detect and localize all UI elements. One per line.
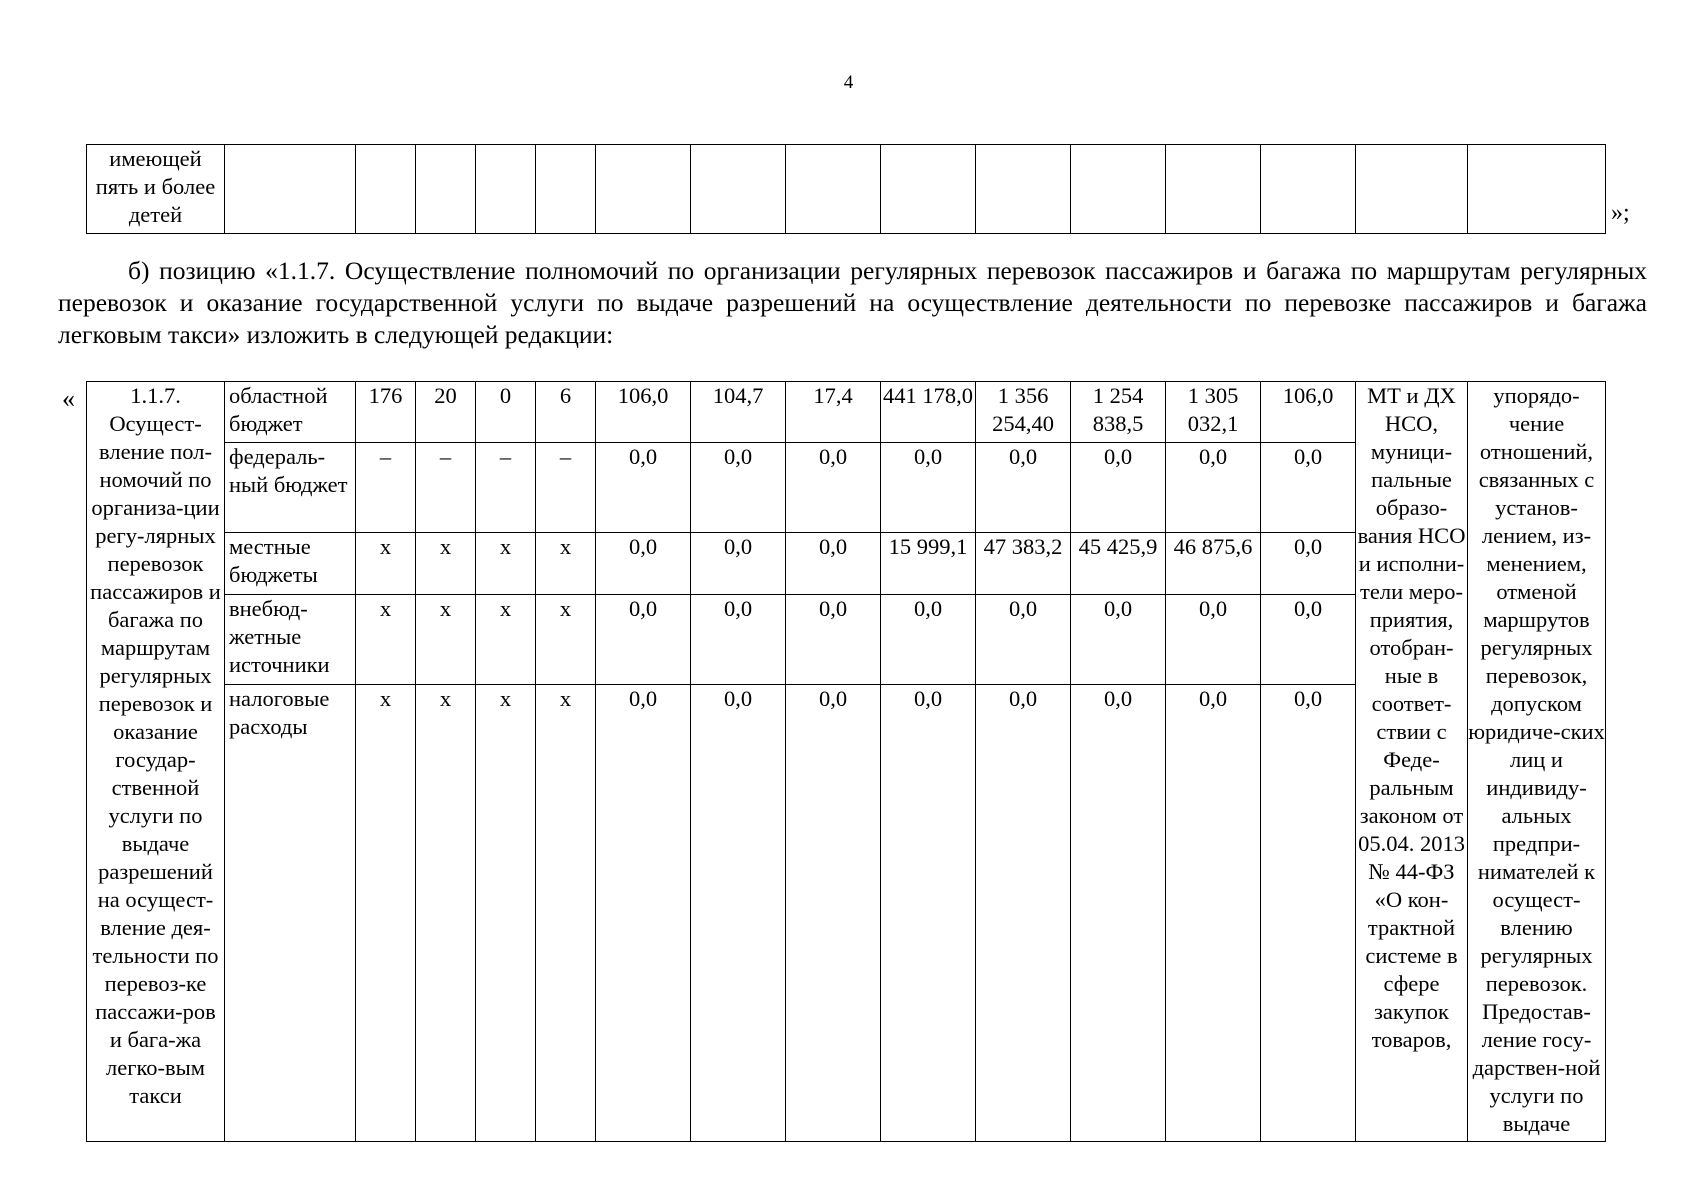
funding-source: местные бюджеты — [225, 533, 356, 595]
value-cell: 0,0 — [691, 685, 786, 1142]
value-cell: 0,0 — [1166, 595, 1261, 685]
value-cell: 45 425,9 — [1071, 533, 1166, 595]
value-cell: 47 383,2 — [976, 533, 1071, 595]
value-cell: x — [416, 685, 476, 1142]
item-name-cell: 1.1.7. Осущест-вление пол-номочий по организа-ции регу-лярных перевозок пассажиров и багажа по маршрутам регулярных перевозок и оказание государ-ственной услуги по выдаче разрешений на осущест-вление дея-тельности по перевоз-ке пассажи-ров и бага-жа легко-вым такси — [87, 382, 225, 1142]
value-cell: x — [536, 595, 596, 685]
value-cell: 0,0 — [881, 685, 976, 1142]
value-cell: x — [356, 595, 416, 685]
opening-quote: « — [62, 384, 75, 413]
value-cell: 0,0 — [1071, 443, 1166, 533]
value-cell: 0,0 — [881, 595, 976, 685]
value-cell: x — [476, 533, 536, 595]
closing-quote: »; — [1611, 200, 1630, 226]
value-cell: 0,0 — [1166, 443, 1261, 533]
value-cell: 1 356 254,40 — [976, 382, 1071, 443]
value-cell: 17,4 — [786, 382, 881, 443]
value-cell: 1 254 838,5 — [1071, 382, 1166, 443]
value-cell: – — [416, 443, 476, 533]
value-cell: 106,0 — [596, 382, 691, 443]
funding-source: внебюд-жетные источники — [225, 595, 356, 685]
value-cell: 0,0 — [691, 443, 786, 533]
value-cell: 441 178,0 — [881, 382, 976, 443]
value-cell: 0,0 — [976, 595, 1071, 685]
value-cell: x — [416, 595, 476, 685]
value-cell: 46 875,6 — [1166, 533, 1261, 595]
executors-cell: МТ и ДХ НСО, муници-пальные образо-вания НСО и исполни-тели меро-приятия, отобран-ные в соответ-ствии с Феде-ральным законом от 05.04. 2013 № 44-ФЗ «О кон-трактной системе в сфере закупок товаров, — [1356, 382, 1468, 1142]
funding-source: налоговые расходы — [225, 685, 356, 1142]
value-cell: 0,0 — [1261, 595, 1356, 685]
value-cell: 106,0 — [1261, 382, 1356, 443]
value-cell: 15 999,1 — [881, 533, 976, 595]
value-cell: 0,0 — [596, 595, 691, 685]
value-cell: 0,0 — [1071, 595, 1166, 685]
value-cell: 1 305 032,1 — [1166, 382, 1261, 443]
funding-source: федераль-ный бюджет — [225, 443, 356, 533]
value-cell: x — [476, 595, 536, 685]
value-cell: 0,0 — [786, 595, 881, 685]
value-cell: 0,0 — [786, 685, 881, 1142]
main-table — [86, 381, 1606, 1142]
value-cell: – — [536, 443, 596, 533]
table-row — [87, 382, 1606, 443]
value-cell: 0,0 — [691, 533, 786, 595]
value-cell: 0,0 — [1261, 533, 1356, 595]
value-cell: 20 — [416, 382, 476, 443]
value-cell: – — [356, 443, 416, 533]
funding-source: областной бюджет — [225, 382, 356, 443]
value-cell: 0,0 — [786, 443, 881, 533]
value-cell: x — [536, 685, 596, 1142]
value-cell: 0,0 — [1261, 443, 1356, 533]
page-number: 4 — [843, 72, 854, 93]
top-table-fragment — [86, 144, 1606, 234]
value-cell: 0,0 — [881, 443, 976, 533]
value-cell: – — [476, 443, 536, 533]
value-cell: 0,0 — [1071, 685, 1166, 1142]
value-cell: 0,0 — [976, 443, 1071, 533]
value-cell: x — [476, 685, 536, 1142]
value-cell: 176 — [356, 382, 416, 443]
value-cell: 0 — [476, 382, 536, 443]
value-cell: 0,0 — [1166, 685, 1261, 1142]
result-cell: упорядо-чение отношений, связанных с установ-лением, из-менением, отменой маршрутов регулярных перевозок, допуском юридиче-ских лиц и индивиду-альных предпри-нимателей к осущест-влению регулярных перевозок. Предостав-ление госу-дарствен-ной услуги по выдаче — [1468, 382, 1606, 1142]
value-cell: 6 — [536, 382, 596, 443]
value-cell: 0,0 — [976, 685, 1071, 1142]
value-cell: x — [416, 533, 476, 595]
top-table-cell-name: имеющей пять и более детей — [87, 145, 225, 234]
value-cell: 104,7 — [691, 382, 786, 443]
value-cell: 0,0 — [596, 533, 691, 595]
value-cell: 0,0 — [1261, 685, 1356, 1142]
value-cell: 0,0 — [691, 595, 786, 685]
value-cell: x — [536, 533, 596, 595]
value-cell: x — [356, 533, 416, 595]
value-cell: 0,0 — [786, 533, 881, 595]
value-cell: 0,0 — [596, 443, 691, 533]
value-cell: x — [356, 685, 416, 1142]
value-cell: 0,0 — [596, 685, 691, 1142]
amendment-paragraph: б) позицию «1.1.7. Осуществление полномочий по организации регулярных перевозок пассажиров и багажа по маршрутам регулярных перевозок и оказание государственной услуги по выдаче разрешений на осуществление деятельности по перевозке пассажиров и багажа легковым такси» изложить в следующей редакции: — [58, 256, 1647, 349]
